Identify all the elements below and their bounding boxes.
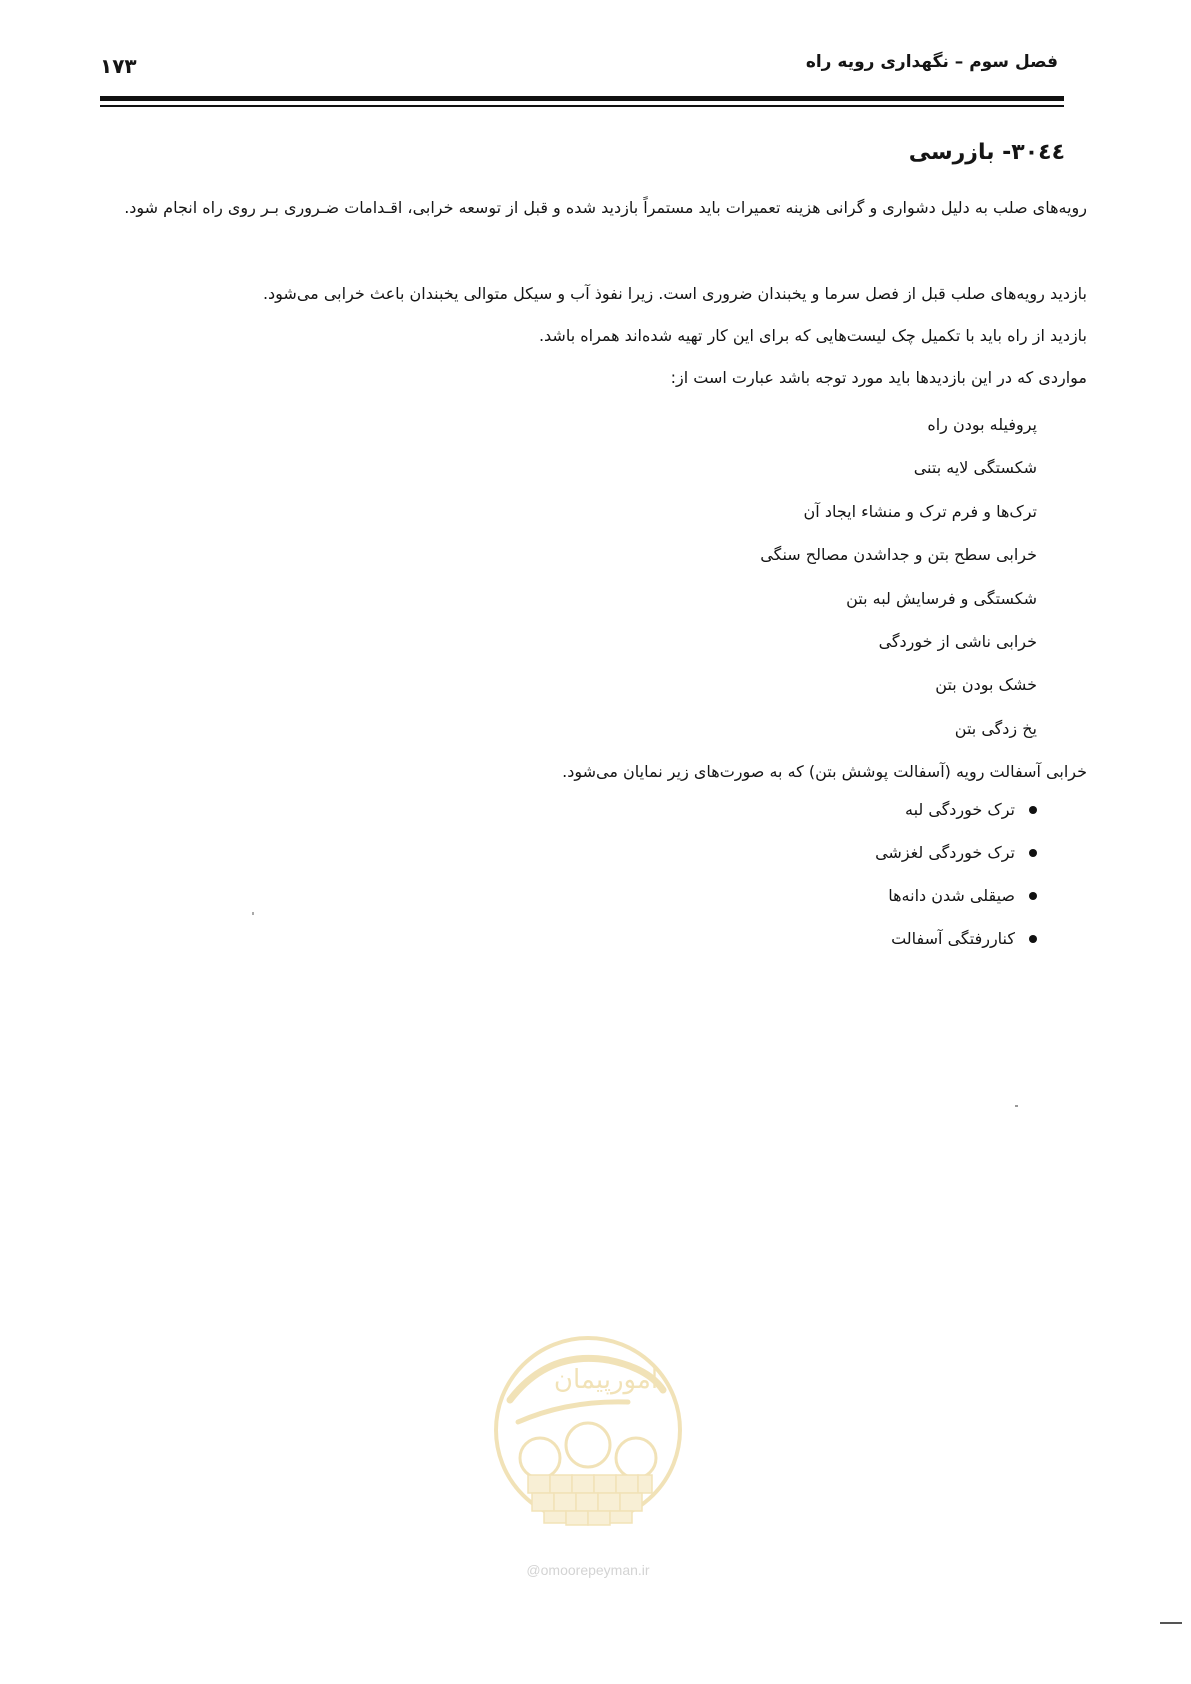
svg-text:امورپیمان: امورپیمان <box>553 1365 659 1395</box>
paragraph-items-intro: مواردی که در این بازدیدها باید مورد توجه باشد عبارت است از: <box>670 368 1087 387</box>
scan-speck <box>1015 1105 1018 1107</box>
list-item: خرابی سطح بتن و جداشدن مصالح سنگی <box>760 545 1037 565</box>
list-item: شکستگی و فرسایش لبه بتن <box>846 588 1037 608</box>
seal-icon <box>488 1330 688 1560</box>
list-item: پروفیله بودن راه <box>927 415 1037 434</box>
header-rule-thick <box>100 96 1064 101</box>
list-item: ترک‌ها و فرم ترک و منشاء ایجاد آن <box>803 501 1037 521</box>
scan-edge-mark <box>1160 1622 1182 1624</box>
page-header <box>100 40 1064 84</box>
bullet-icon <box>1029 806 1037 814</box>
paragraph-winter-inspection: بازدید رویه‌های صلب قبل از فصل سرما و یخبندان ضروری است. زیرا نفوذ آب و سیکل متوالی یخبندان باعث خرابی می‌شود. <box>262 284 1087 303</box>
chapter-title: فصل سوم – نگهداری رویه راه <box>805 52 1058 72</box>
section-heading: ۳۰٤٤- بازرسی <box>908 140 1065 165</box>
bullet-icon <box>1029 935 1037 943</box>
paragraph-checklist: بازدید از راه باید با تکمیل چک لیست‌هایی که برای این کار تهیه شده‌اند همراه باشد. <box>538 326 1087 345</box>
watermark-logo <box>488 1330 688 1590</box>
paragraph-asphalt-defects: خرابی آسفالت رویه (آسفالت پوشش بتن) که به صورت‌های زیر نمایان می‌شود. <box>562 762 1087 781</box>
bullet-item <box>875 831 1037 874</box>
list-item: خشک بودن بتن <box>935 675 1037 695</box>
list-item: خرابی ناشی از خوردگی <box>878 631 1037 651</box>
header-rule-thin <box>100 105 1064 107</box>
bullet-text: کناررفتگی آسفالت <box>891 929 1015 948</box>
bullet-item <box>875 788 1037 831</box>
inspection-items-list <box>760 403 1037 750</box>
watermark-url: @omoorepeyman.ir <box>526 1562 650 1578</box>
paragraph-intro: رویه‌های صلب به دلیل دشواری و گرانی هزینه تعمیرات باید مستمراً بازدید شده و قبل از توسعه خرابی، اقـدامات ضـروری بـر روی راه انجام شود. <box>124 198 1087 217</box>
scan-speck <box>252 912 254 915</box>
page-number: ۱۷۳ <box>100 54 137 78</box>
bullet-item <box>875 917 1037 960</box>
bullet-text: ترک خوردگی لبه <box>904 800 1015 819</box>
bullet-text: صیقلی شدن دانه‌ها <box>888 886 1015 905</box>
bullet-item <box>875 874 1037 917</box>
list-item: یخ زدگی بتن <box>954 718 1037 738</box>
bullet-icon <box>1029 892 1037 900</box>
list-item: شکستگی لایه بتنی <box>913 458 1037 478</box>
bullet-text: ترک خوردگی لغزشی <box>875 843 1015 862</box>
bullet-icon <box>1029 849 1037 857</box>
asphalt-defects-list <box>875 788 1037 960</box>
